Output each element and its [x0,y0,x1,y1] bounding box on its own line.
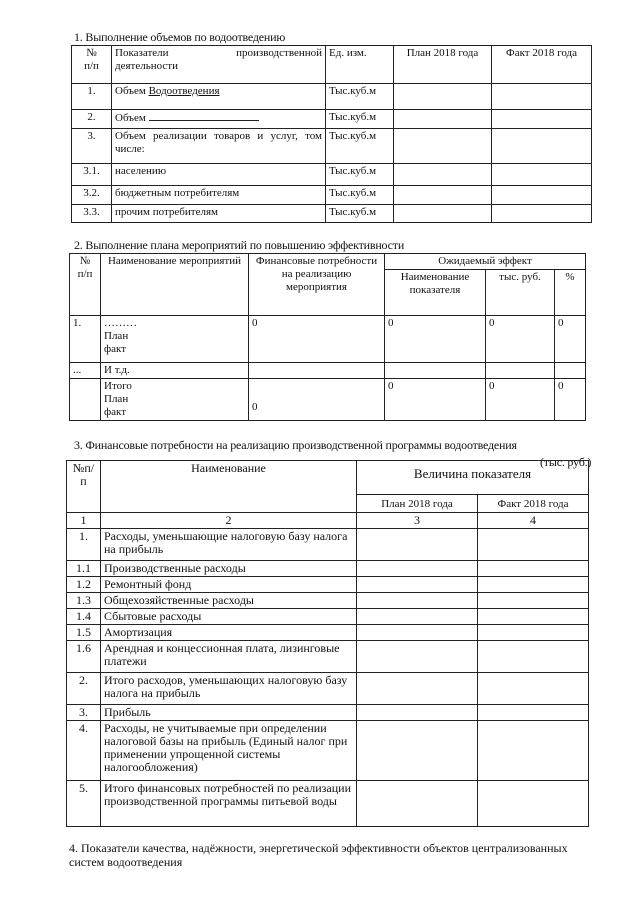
row-plan [357,673,478,705]
row-plan [357,781,478,827]
header-unit: Ед. изм. [326,46,394,84]
row-indicator: населению [112,164,326,186]
header-expected-effect: Ожидаемый эффект [385,254,586,270]
row-pct: 0 [555,379,586,421]
row-num: 1.2 [67,577,101,593]
index-cell: 4 [478,513,589,529]
row-name: Ремонтный фонд [101,577,357,593]
row-name: Сбытовые расходы [101,609,357,625]
row-indicator: 0 [385,379,486,421]
row-indicator: прочим потребителям [112,205,326,223]
row-plan [357,577,478,593]
row-num: 1.5 [67,625,101,641]
header-fact: Факт 2018 года [478,495,589,513]
row-fact [478,577,589,593]
row-name: Итого План факт [101,379,249,421]
row-plan [394,164,492,186]
row-num: 3. [67,705,101,721]
header-finance: Финансовые потребности на реализацию мероприятия [249,254,385,316]
row-name: Итого расходов, уменьшающих налоговую базу налога на прибыль [101,673,357,705]
row-name: Общехозяйственные расходы [101,593,357,609]
row-name: Итого финансовых потребностей по реализации производственной программы питьевой воды [101,781,357,827]
header-num: №п/ п [67,461,101,513]
row-plan [357,561,478,577]
row-num [70,379,101,421]
row-indicator: 0 [385,316,486,363]
row-finance: 0 [249,379,385,421]
row-fact [478,781,589,827]
row-plan [357,641,478,673]
row-plan [394,84,492,110]
row-unit: Тыс.куб.м [326,129,394,164]
row-num: 1.6 [67,641,101,673]
row-num: 1.1 [67,561,101,577]
row-name: Прибыль [101,705,357,721]
row-finance [249,363,385,379]
header-pct: % [555,270,586,316]
row-num: 1. [70,316,101,363]
row-name: Производственные расходы [101,561,357,577]
row-fact [492,186,592,205]
row-fact [492,110,592,129]
row-fact [478,561,589,577]
row-pct [555,363,586,379]
row-num: 1.4 [67,609,101,625]
row-unit: Тыс.куб.м [326,164,394,186]
row-fact [492,164,592,186]
row-num: 4. [67,721,101,781]
row-unit: Тыс.куб.м [326,84,394,110]
header-indicator-name: Наименование показателя [385,270,486,316]
header-name: Наименование мероприятий [101,254,249,316]
table-financial-needs [66,460,589,827]
row-num: 3.1. [72,164,112,186]
row-unit: Тыс.куб.м [326,186,394,205]
row-indicator [385,363,486,379]
row-name: Расходы, не учитываемые при определении налоговой базы на прибыль (Единый налог при применении упрощенной системы налогообложения) [101,721,357,781]
header-plan: План 2018 года [357,495,478,513]
row-fact [478,625,589,641]
header-fact: Факт 2018 года [492,46,592,84]
row-fact [478,609,589,625]
row-plan [357,721,478,781]
header-plan: План 2018 года [394,46,492,84]
table-efficiency-measures [69,253,586,421]
row-fact [478,673,589,705]
row-fact [492,129,592,164]
row-unit: Тыс.куб.м [326,110,394,129]
row-fact [478,593,589,609]
units-note: (тыс. руб.) [540,455,592,469]
row-rub [486,363,555,379]
row-rub: 0 [486,379,555,421]
index-cell: 2 [101,513,357,529]
row-rub: 0 [486,316,555,363]
header-num: № п/п [72,46,112,84]
row-plan [394,205,492,223]
index-cell: 3 [357,513,478,529]
row-fact [478,529,589,561]
row-name: ……… План факт [101,316,249,363]
row-name: Арендная и концессионная плата, лизинговые платежи [101,641,357,673]
row-fact [492,84,592,110]
row-num: ... [70,363,101,379]
row-plan [357,609,478,625]
row-plan [357,705,478,721]
index-cell: 1 [67,513,101,529]
row-indicator: Объем [112,110,326,129]
row-plan [357,529,478,561]
row-fact [492,205,592,223]
row-plan [357,593,478,609]
section3-title: 3. Финансовые потребности на реализацию производственной программы водоотведения [74,438,517,452]
header-name: Наименование [101,461,357,513]
row-pct: 0 [555,316,586,363]
row-fact [478,721,589,781]
row-name: И т.д. [101,363,249,379]
row-num: 1.3 [67,593,101,609]
row-indicator: Объем реализации товаров и услуг, том числе: [112,129,326,164]
row-name: Расходы, уменьшающие налоговую базу налога на прибыль [101,529,357,561]
header-value: Величина показателя [357,461,589,495]
row-indicator: Объем Водоотведения [112,84,326,110]
row-plan [394,129,492,164]
section4-title: 4. Показатели качества, надёжности, энергетической эффективности объектов централизованных систем водоотведения [69,841,568,869]
row-num: 3.3. [72,205,112,223]
header-rub: тыс. руб. [486,270,555,316]
section1-title: 1. Выполнение объемов по водоотведению [74,30,286,44]
row-num: 2. [72,110,112,129]
row-finance: 0 [249,316,385,363]
table-volumes [71,45,592,223]
row-num: 3.2. [72,186,112,205]
row-fact [478,705,589,721]
row-num: 5. [67,781,101,827]
row-num: 2. [67,673,101,705]
row-plan [394,186,492,205]
row-unit: Тыс.куб.м [326,205,394,223]
row-plan [357,625,478,641]
row-num: 3. [72,129,112,164]
row-fact [478,641,589,673]
header-num: № п/п [70,254,101,316]
row-indicator: бюджетным потребителям [112,186,326,205]
row-num: 1. [72,84,112,110]
section2-title: 2. Выполнение плана мероприятий по повышению эффективности [74,238,405,252]
row-num: 1. [67,529,101,561]
row-name: Амортизация [101,625,357,641]
header-indicator: Показатели производственной деятельности [112,46,326,84]
row-plan [394,110,492,129]
